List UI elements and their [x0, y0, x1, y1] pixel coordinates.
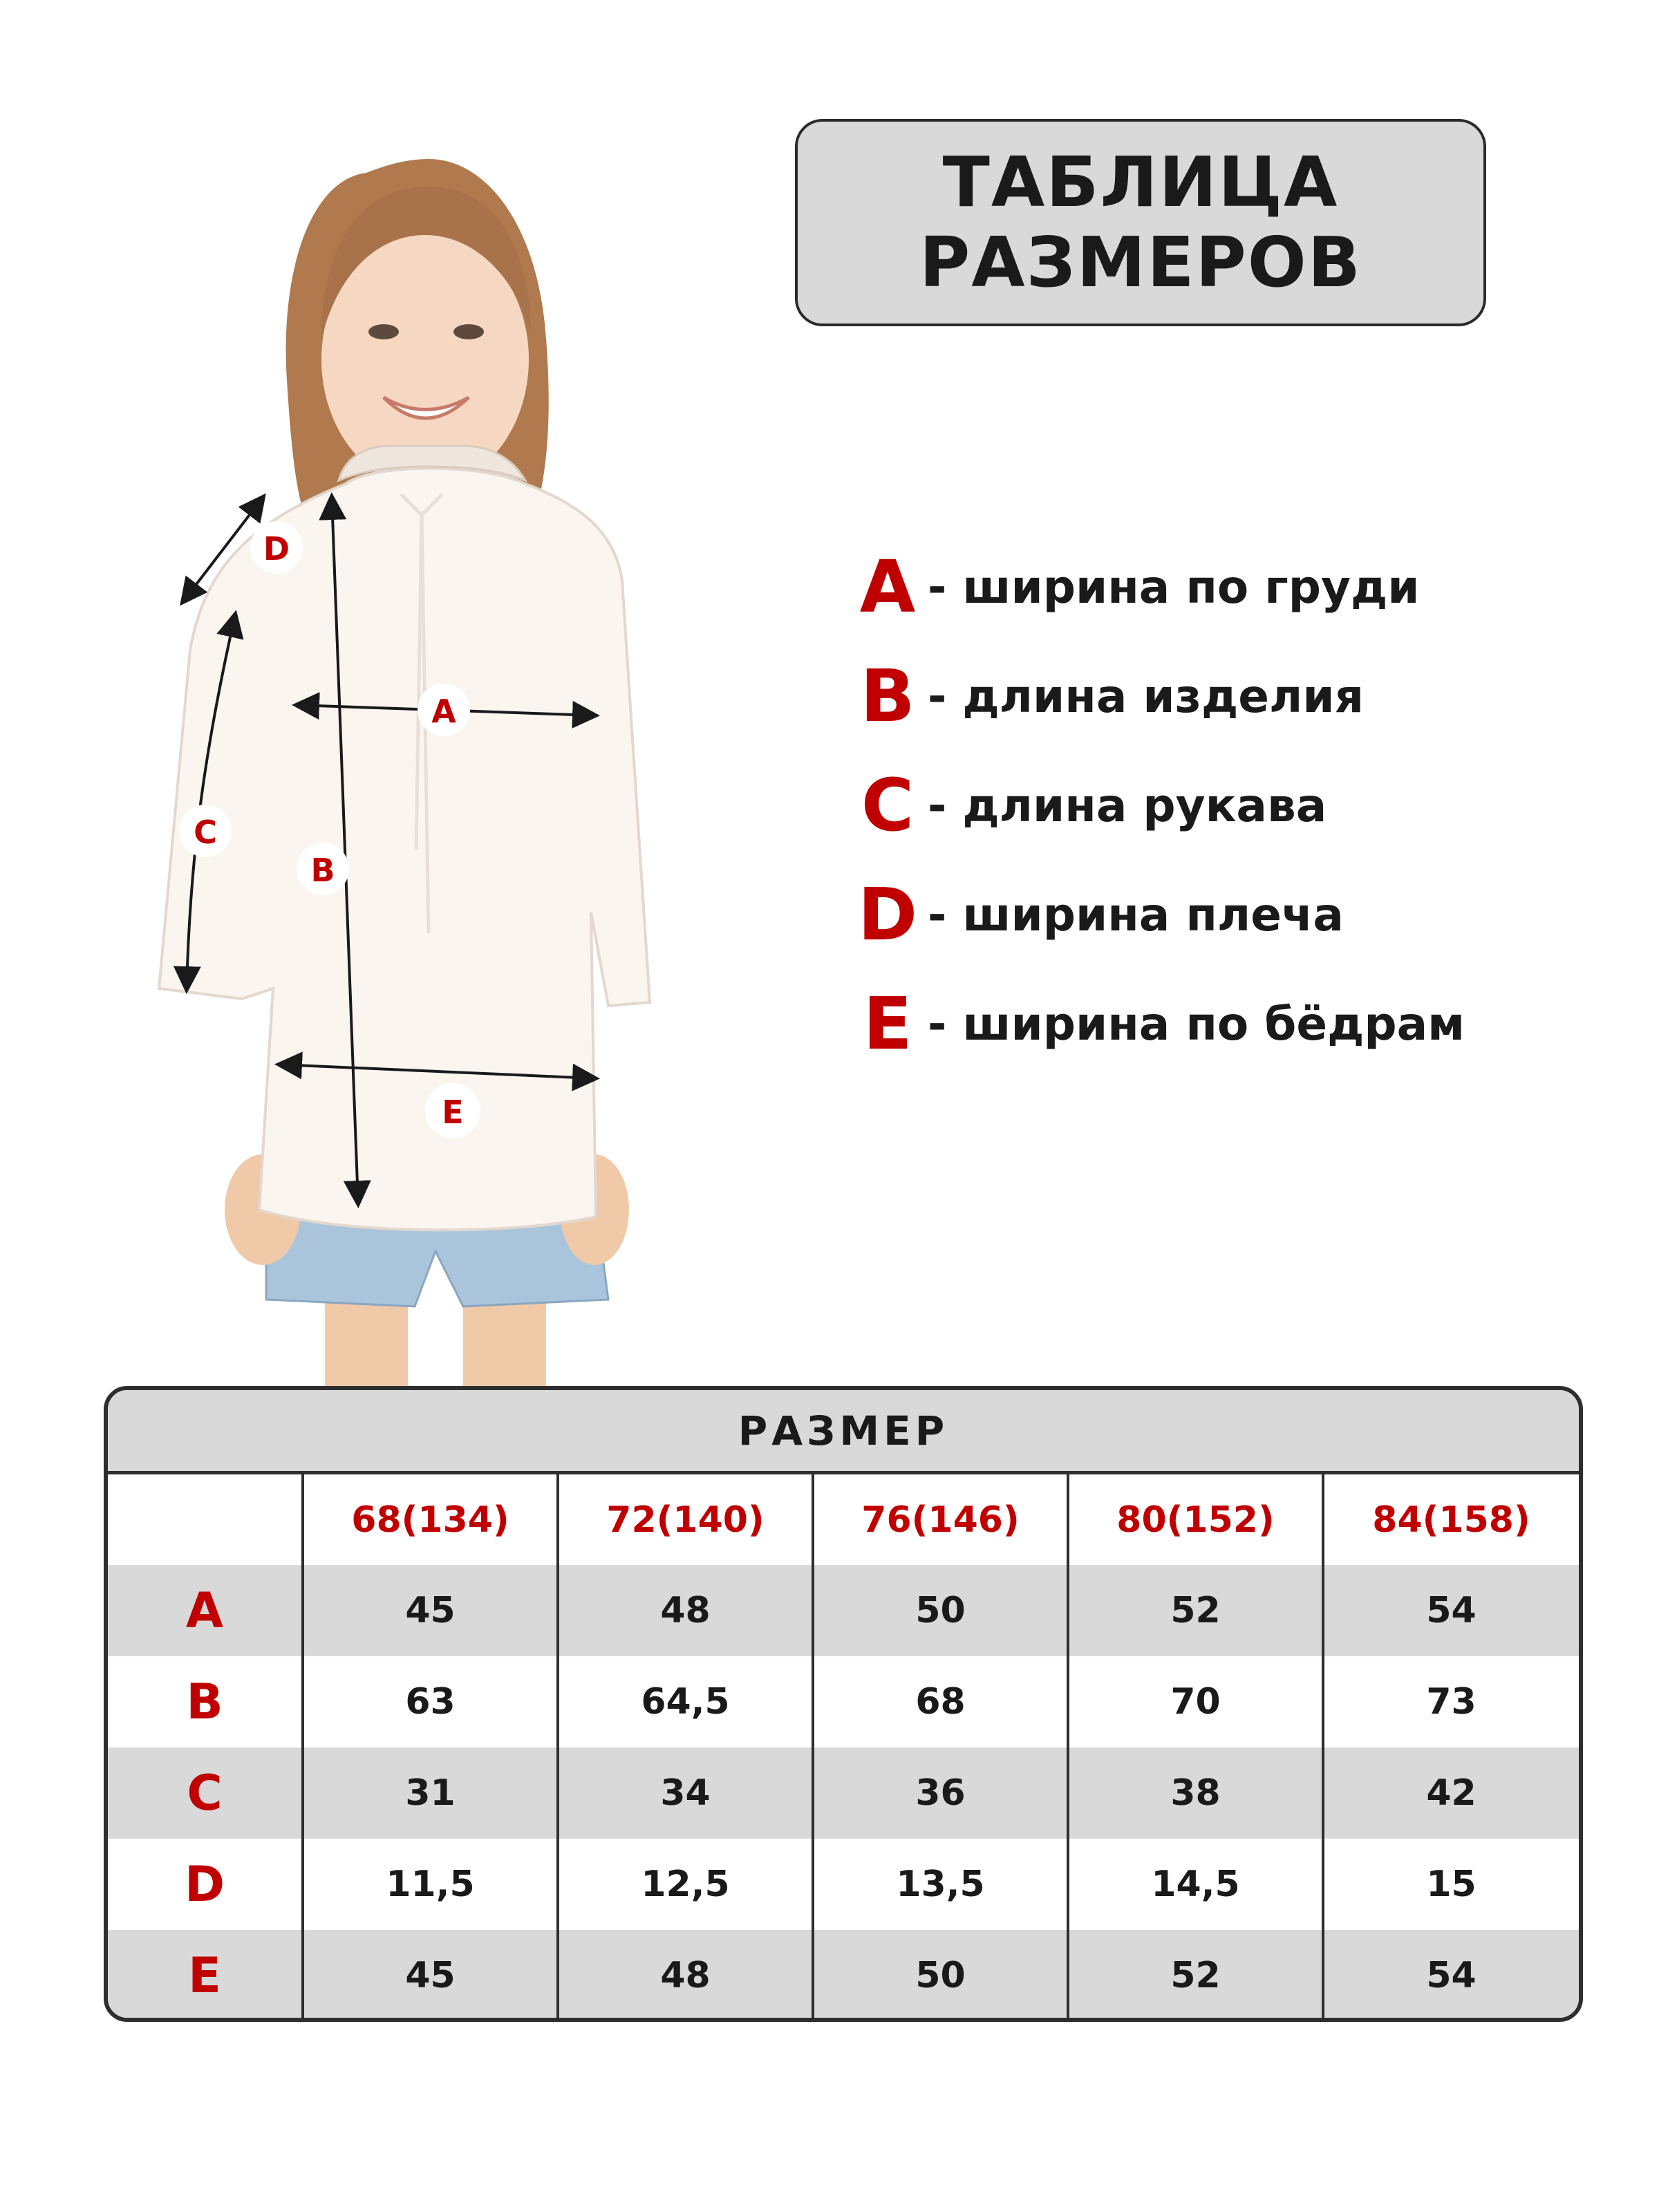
table-row [108, 1747, 1579, 1839]
eye-right [453, 324, 484, 339]
table-cell: 52 [1067, 1930, 1322, 2021]
legend-row-b [857, 641, 1618, 751]
table-cell: 48 [556, 1930, 812, 2021]
table-cell: 63 [301, 1656, 556, 1747]
marker-d [250, 521, 303, 574]
marker-a [418, 684, 470, 736]
table-row [108, 1839, 1579, 1930]
svg-text:A: A [431, 693, 456, 730]
size-label: 84(158) [1322, 1474, 1578, 1565]
legend [857, 532, 1618, 1078]
table-cell: 38 [1067, 1747, 1322, 1839]
table-cell: 36 [812, 1747, 1067, 1839]
legend-letter: A [859, 545, 916, 629]
row-label: B [186, 1674, 223, 1730]
corner-cell [108, 1474, 301, 1565]
table-row [108, 1930, 1579, 2021]
legend-letter: D [857, 872, 918, 957]
size-label: 80(152) [1067, 1474, 1322, 1565]
marker-e [425, 1083, 480, 1138]
table-cell: 42 [1322, 1747, 1578, 1839]
table-cell: 11,5 [301, 1839, 556, 1930]
table-cell: 70 [1067, 1656, 1322, 1747]
svg-text:D: D [263, 530, 290, 568]
legend-letter: E [863, 982, 912, 1066]
table-cell: 50 [812, 1565, 1067, 1656]
table-cell: 14,5 [1067, 1839, 1322, 1930]
size-label: 76(146) [812, 1474, 1067, 1565]
table-cell: 64,5 [556, 1656, 812, 1747]
row-label: E [188, 1947, 221, 2004]
size-label: 68(134) [301, 1474, 556, 1565]
svg-text:B: B [310, 852, 335, 889]
table-header: РАЗМЕР [108, 1390, 1579, 1474]
row-label: A [185, 1582, 224, 1639]
legend-row-e [857, 969, 1618, 1078]
table-row [108, 1656, 1579, 1747]
table-cell: 45 [301, 1565, 556, 1656]
size-header-row [108, 1474, 1579, 1565]
table-cell: 52 [1067, 1565, 1322, 1656]
table-cell: 15 [1322, 1839, 1578, 1930]
size-table [104, 1386, 1583, 2022]
table-cell: 54 [1322, 1930, 1578, 2021]
legend-row-a [857, 532, 1618, 641]
title-line-1: ТАБЛИЦА [942, 142, 1339, 223]
table-cell: 34 [556, 1747, 812, 1839]
table-cell: 68 [812, 1656, 1067, 1747]
legend-text: - ширина по бёдрам [928, 997, 1465, 1051]
legend-letter: B [860, 654, 915, 738]
legend-text: - длина рукава [928, 778, 1327, 832]
marker-b [297, 843, 349, 895]
marker-c [179, 805, 232, 857]
blouse-shape [159, 469, 650, 1230]
title-box [795, 119, 1486, 326]
table-cell: 54 [1322, 1565, 1578, 1656]
table-row [108, 1565, 1579, 1656]
legend-text: - ширина плеча [928, 888, 1344, 941]
table-cell: 50 [812, 1930, 1067, 2021]
svg-text:E: E [442, 1094, 464, 1131]
legend-text: - длина изделия [928, 669, 1364, 723]
legend-text: - ширина по груди [928, 560, 1420, 614]
size-label: 72(140) [556, 1474, 812, 1565]
eye-left [368, 324, 399, 339]
title-line-2: РАЗМЕРОВ [919, 222, 1362, 303]
table-cell: 73 [1322, 1656, 1578, 1747]
table-cell: 45 [301, 1930, 556, 2021]
table-cell: 31 [301, 1747, 556, 1839]
legend-row-d [857, 860, 1618, 969]
svg-text:C: C [194, 814, 217, 851]
legend-letter: C [861, 763, 915, 847]
table-cell: 48 [556, 1565, 812, 1656]
table-cell: 12,5 [556, 1839, 812, 1930]
legend-row-c [857, 751, 1618, 860]
table-cell: 13,5 [812, 1839, 1067, 1930]
row-label: D [184, 1856, 225, 1913]
row-label: C [187, 1765, 223, 1821]
model-photo [138, 131, 726, 1389]
